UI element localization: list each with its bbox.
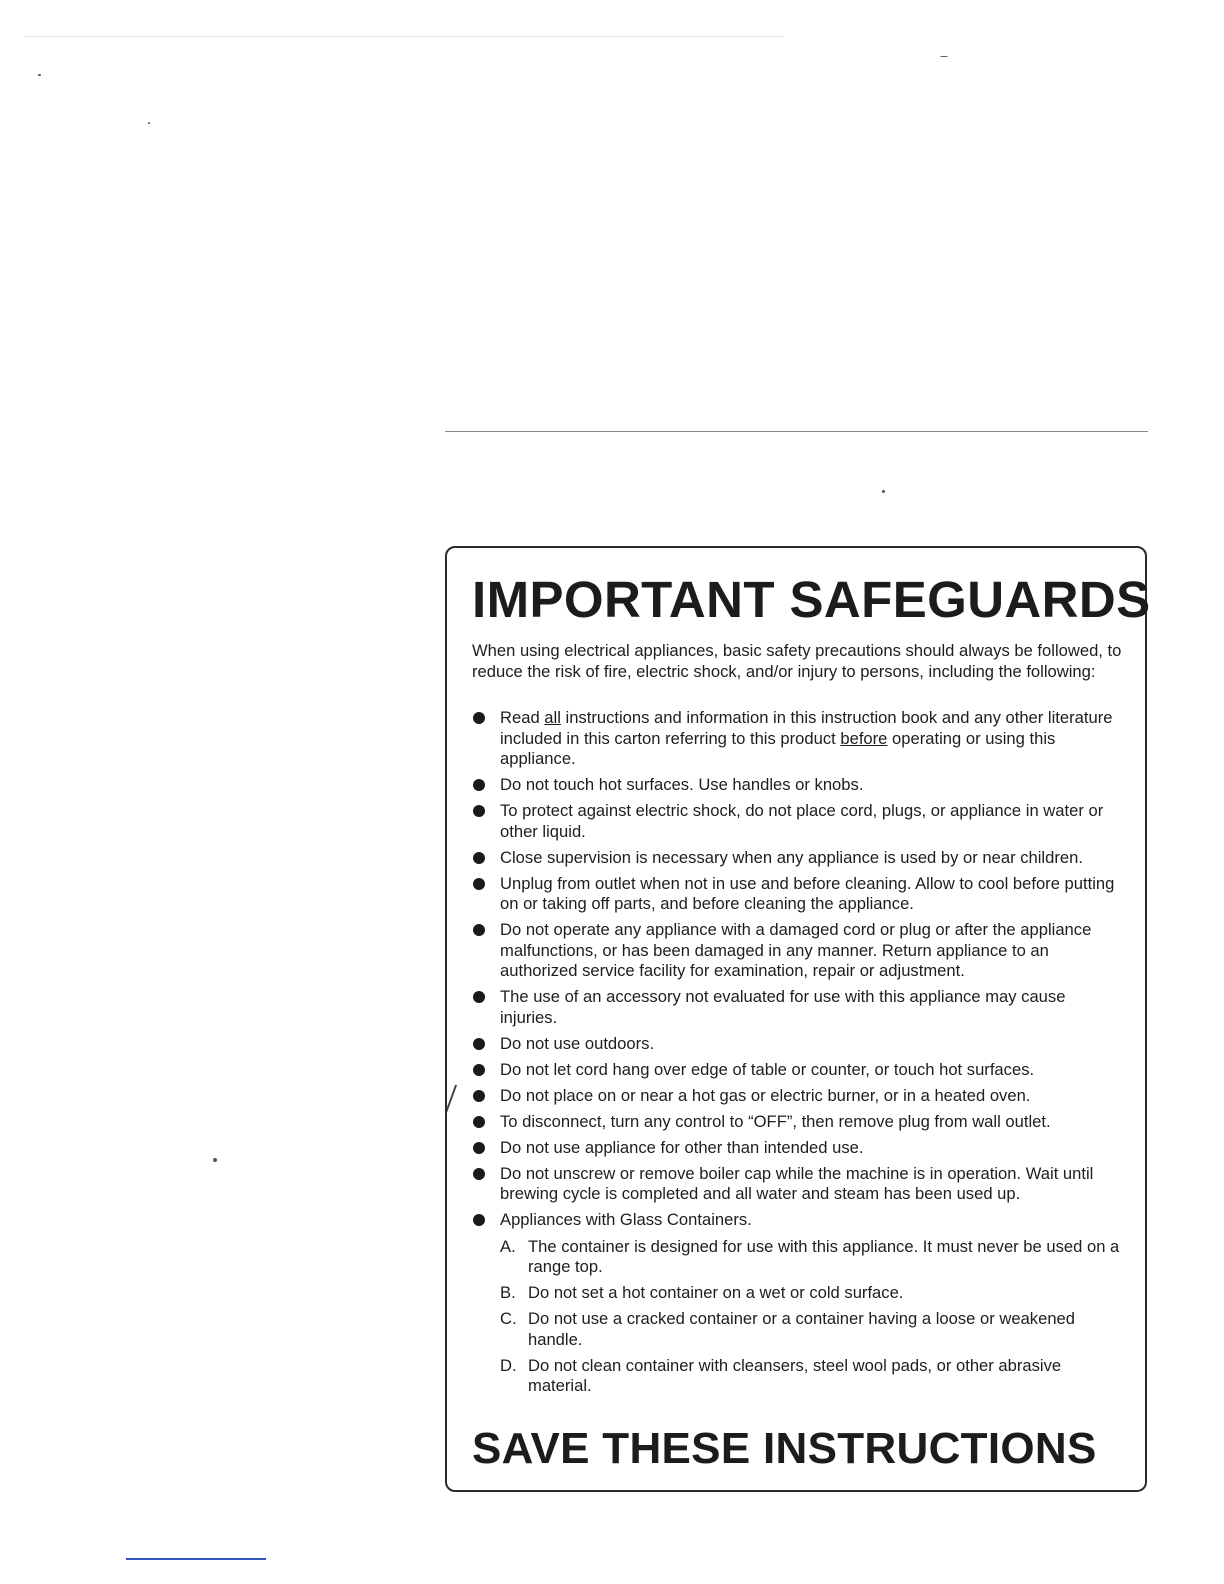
emphasis-before: before [840,728,888,748]
scan-speck [38,74,41,76]
list-item [472,1164,1124,1205]
list-item [472,1210,1124,1397]
sublist-item [500,1356,1124,1397]
list-item [472,1086,1124,1107]
safeguards-title: IMPORTANT SAFEGUARDS [472,571,1151,628]
list-item [472,708,1124,770]
sublist-text: Do not set a hot container on a wet or cold surface. [528,1283,904,1302]
sublist-item [500,1283,1124,1304]
intro-paragraph: When using electrical appliances, basic safety precautions should always be followed, to reduce the risk of fire, electric shock, and/or injury to persons, including the following: [472,641,1122,681]
sublist-letter: C. [500,1309,517,1328]
item-text: Do not use appliance for other than intended use. [500,1137,864,1157]
list-item [472,1034,1124,1055]
bullet-icon [473,779,485,791]
bullet-icon [473,1038,485,1050]
save-instructions-heading: SAVE THESE INSTRUCTIONS [472,1424,1097,1473]
list-item [472,1138,1124,1159]
safeguards-box [445,546,1151,1492]
sublist-letter: B. [500,1283,516,1302]
bullet-icon [473,1168,485,1180]
item-text: The use of an accessory not evaluated for use with this appliance may cause injuries. [500,987,1066,1027]
emphasis-all: all [544,708,561,727]
bullet-icon [473,1116,485,1128]
item-text: To protect against electric shock, do not place cord, plugs, or appliance in water or other liquid. [500,801,1104,841]
bullet-icon [473,878,485,890]
sublist-text: Do not clean container with cleansers, steel wool pads, or other abrasive material. [528,1355,1062,1395]
sublist-letter: A. [500,1236,516,1256]
sublist-text: Do not use a cracked container or a container having a loose or weakened handle. [528,1309,1076,1349]
bullet-icon [473,1064,485,1076]
scan-edge-line [24,36,784,37]
sublist-letter: D. [500,1355,517,1375]
scan-edge-line [126,1558,266,1560]
item-text: Do not place on or near a hot gas or electric burner, or in a heated oven. [500,1085,1031,1105]
list-item [472,775,1124,796]
item-text: Do not unscrew or remove boiler cap while the machine is in operation. Wait until brewing cycle is completed and all water and steam has been used up. [500,1163,1094,1203]
bullet-icon [473,852,485,864]
list-item [472,1112,1124,1133]
list-item [472,1060,1124,1081]
item-text: Appliances with Glass Containers. [500,1210,752,1229]
list-item [472,848,1124,869]
sublist-item [500,1309,1124,1350]
horizontal-rule [445,431,1148,432]
item-text: Do not operate any appliance with a damaged cord or plug or after the appliance malfunctions, or has been damaged in any manner. Return appliance to an authorized service facility for examination, repair or adjustment. [500,920,1092,980]
list-item [472,874,1124,915]
list-item [472,920,1124,982]
glass-container-sublist [500,1237,1124,1397]
scan-speck [213,1158,217,1162]
item-text: Close supervision is necessary when any appliance is used by or near children. [500,847,1083,867]
bullet-icon [473,712,485,724]
bullet-icon [473,1090,485,1102]
bullet-icon [473,924,485,936]
sublist-text: The container is designed for use with this appliance. It must never be used on a range top. [528,1236,1120,1276]
bullet-icon [473,805,485,817]
item-text: Do not let cord hang over edge of table or counter, or touch hot surfaces. [500,1059,1035,1079]
scan-speck [148,122,150,124]
scan-speck [940,56,948,57]
safeguards-list [472,708,1124,1402]
list-item [472,801,1124,842]
item-text: To disconnect, turn any control to “OFF”, then remove plug from wall outlet. [500,1111,1051,1131]
list-item [472,987,1124,1028]
item-text: Do not touch hot surfaces. Use handles or knobs. [500,775,864,794]
scan-speck [882,490,885,493]
item-text: Do not use outdoors. [500,1033,655,1053]
bullet-icon [473,1214,485,1226]
bullet-icon [473,991,485,1003]
bullet-icon [473,1142,485,1154]
item-text: Read all instructions and information in this instruction book and any other literature included in this carton referring to this product before operating or using this appliance. [500,708,1113,768]
item-text: Unplug from outlet when not in use and before cleaning. Allow to cool before putting on or taking off parts, and before cleaning the appliance. [500,873,1115,913]
sublist-item [500,1237,1124,1278]
